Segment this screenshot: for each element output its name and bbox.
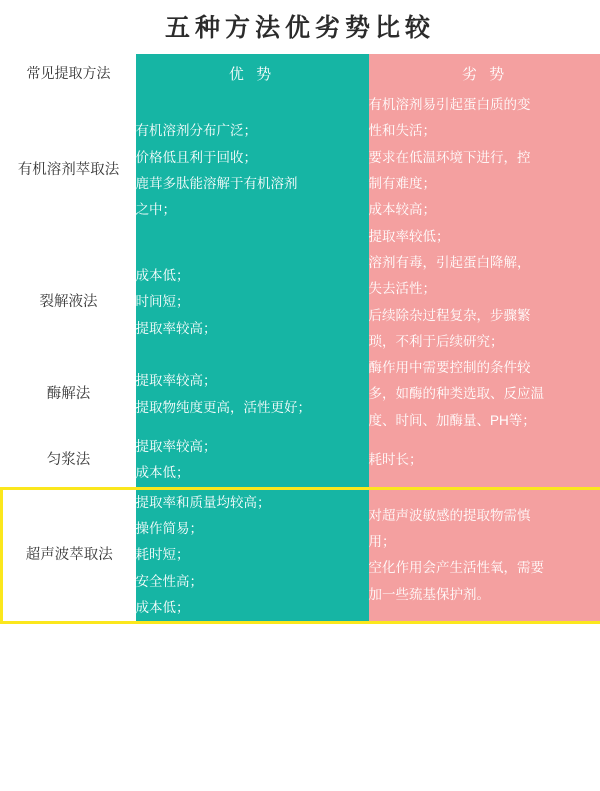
cell-pros: 提取率和质量均较高； 操作简易； 耗时短； 安全性高； 成本低；	[136, 488, 369, 623]
table-row	[2, 434, 600, 488]
cell-method: 匀浆法	[2, 434, 136, 488]
cell-method: 有机溶剂萃取法	[2, 92, 136, 250]
table-row	[2, 355, 600, 434]
cell-pros: 提取率较高； 提取物纯度更高，活性更好；	[136, 355, 369, 434]
table-row	[2, 92, 600, 250]
cell-cons: 溶剂有毒，引起蛋白降解， 失去活性； 后续除杂过程复杂，步骤繁 琐，不利于后续研究；	[369, 250, 600, 355]
cell-method: 超声波萃取法	[2, 488, 136, 623]
cell-method: 裂解液法	[2, 250, 136, 355]
cell-cons: 耗时长；	[369, 434, 600, 488]
table-row	[2, 250, 600, 355]
comparison-table	[0, 54, 600, 624]
cell-pros: 提取率较高； 成本低；	[136, 434, 369, 488]
cell-method: 酶解法	[2, 355, 136, 434]
page-title: 五种方法优劣势比较	[164, 13, 435, 42]
cell-pros: 成本低； 时间短； 提取率较高；	[136, 250, 369, 355]
header-method: 常见提取方法	[2, 54, 136, 92]
cell-cons: 有机溶剂易引起蛋白质的变 性和失活； 要求在低温环境下进行，控 制有难度； 成本较高； 提取率较低；	[369, 92, 600, 250]
cell-cons: 对超声波敏感的提取物需慎 用； 空化作用会产生活性氧，需要 加一些巯基保护剂。	[369, 488, 600, 623]
header-cons: 劣 势	[369, 54, 600, 92]
header-pros: 优 势	[136, 54, 369, 92]
cell-pros: 有机溶剂分布广泛； 价格低且利于回收； 鹿茸多肽能溶解于有机溶剂 之中；	[136, 92, 369, 250]
cell-cons: 酶作用中需要控制的条件较 多，如酶的种类选取、反应温 度、时间、加酶量、PH等；	[369, 355, 600, 434]
table-header-row	[2, 54, 600, 92]
table-row-highlighted	[2, 488, 600, 623]
